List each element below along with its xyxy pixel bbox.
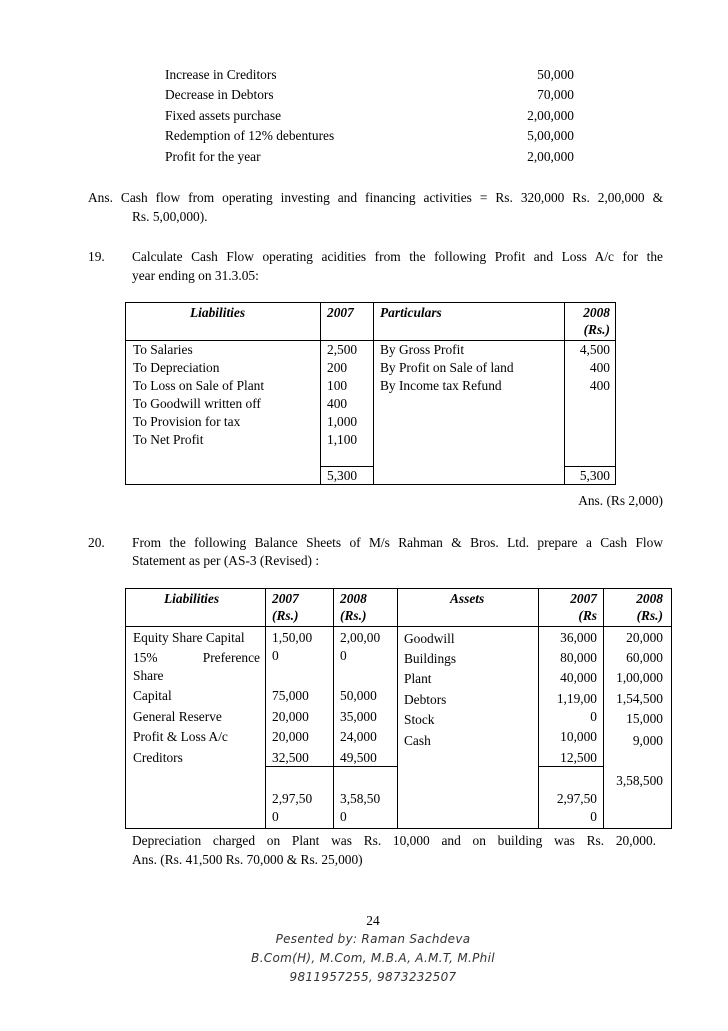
table-row-value: 4,500	[579, 342, 610, 357]
cell-value: 0	[340, 648, 347, 663]
header-2008-unit: (Rs.)	[583, 322, 610, 337]
header-2007-unit: (Rs.)	[272, 608, 299, 623]
cell-value: 10,000	[560, 729, 597, 744]
table-row-label: To Net Profit	[133, 432, 204, 447]
row-label-pref: Preference	[202, 650, 260, 665]
row-label-stock: Stock	[404, 712, 435, 727]
row-label-pl: Profit & Loss A/c	[133, 729, 228, 744]
row-label-buildings: Buildings	[404, 651, 457, 666]
question-number: 20.	[88, 535, 105, 550]
list-item-label: Fixed assets purchase	[165, 108, 282, 123]
footer-phone: 9811957255, 9873232507	[289, 970, 457, 984]
table-row-label: To Salaries	[133, 342, 193, 357]
cell-value: 15,000	[626, 711, 663, 726]
cell-value: 12,500	[560, 750, 597, 765]
table-row-value: 1,100	[327, 432, 358, 447]
cell-value: 9,000	[632, 733, 663, 748]
table-row-value: 400	[327, 396, 348, 411]
row-label-debtors: Debtors	[404, 692, 447, 707]
row-label-pref-pct: 15%	[133, 650, 158, 665]
table-row-label: By Income tax Refund	[380, 378, 502, 393]
list-item-label: Decrease in Debtors	[165, 87, 274, 102]
list-item-label: Redemption of 12% debentures	[165, 128, 335, 143]
cell-value: 1,00,000	[616, 670, 663, 685]
footer-qualifications: B.Com(H), M.Com, M.B.A, A.M.T, M.Phil	[251, 951, 495, 965]
header-particulars: Particulars	[380, 305, 442, 320]
cell-value: 60,000	[626, 650, 663, 665]
table-row-label: By Gross Profit	[380, 342, 465, 357]
list-item-label: Increase in Creditors	[165, 67, 277, 82]
row-label-cash: Cash	[404, 733, 431, 748]
list-item-value: 2,00,000	[527, 149, 574, 164]
cell-value: 24,000	[340, 729, 377, 744]
header-2008-unit: (Rs.)	[340, 608, 367, 623]
question-19-text-line1: Calculate Cash Flow operating acidities from the following Profit and Loss A/c for the	[132, 249, 663, 264]
page-number: 24	[366, 913, 380, 928]
row-label-plant: Plant	[404, 671, 432, 686]
table-row-label: To Provision for tax	[133, 414, 241, 429]
cell-value: 0	[590, 709, 597, 724]
header-assets-2007-unit: (Rs	[578, 608, 597, 623]
total-value: 2,97,50	[556, 791, 597, 806]
footer-presenter: Pesented by: Raman Sachdeva	[275, 932, 471, 946]
row-label-goodwill: Goodwill	[404, 631, 455, 646]
header-assets-2008: 2008	[636, 591, 663, 606]
row-label-capital: Capital	[133, 688, 172, 703]
cell-value: 36,000	[560, 630, 597, 645]
question-20-text-line1: From the following Balance Sheets of M/s Rahman & Bros. Ltd. prepare a Cash Flow	[132, 535, 663, 550]
cell-value: 1,54,500	[616, 691, 663, 706]
header-2008: 2008	[583, 305, 610, 320]
cell-value: 0	[272, 648, 279, 663]
list-item-label: Profit for the year	[165, 149, 261, 164]
answer-19: Ans. (Rs 2,000)	[578, 493, 663, 508]
answer-20: Ans. (Rs. 41,500 Rs. 70,000 & Rs. 25,000)	[132, 852, 363, 867]
total-left: 5,300	[327, 468, 358, 483]
header-liabilities: Liabilities	[164, 591, 220, 606]
header-liabilities: Liabilities	[190, 305, 246, 320]
cell-value: 40,000	[560, 670, 597, 685]
question-number: 19.	[88, 249, 105, 264]
table-row-label: To Depreciation	[133, 360, 220, 375]
cell-value: 2,00,00	[340, 630, 381, 645]
table-row-label: To Loss on Sale of Plant	[133, 378, 265, 393]
table-row-label: To Goodwill written off	[133, 396, 261, 411]
table-row-value: 400	[589, 378, 610, 393]
q20-note: Depreciation charged on Plant was Rs. 10,000 and on building was Rs. 20,000.	[132, 833, 656, 848]
table-row-value: 1,000	[327, 414, 358, 429]
cell-value: 20,000	[272, 729, 309, 744]
table-row-value: 2,500	[327, 342, 358, 357]
total-value: 0	[272, 809, 279, 824]
question-19-text-line2: year ending on 31.3.05:	[132, 268, 259, 283]
cell-value: 20,000	[626, 630, 663, 645]
row-label-reserve: General Reserve	[133, 709, 222, 724]
cell-value: 75,000	[272, 688, 309, 703]
header-2008: 2008	[340, 591, 367, 606]
cell-value: 1,19,00	[556, 691, 597, 706]
header-2007: 2007	[272, 591, 299, 606]
cell-value: 35,000	[340, 709, 377, 724]
answer-18-line2: Rs. 5,00,000).	[132, 209, 208, 224]
header-assets: Assets	[450, 591, 485, 606]
header-assets-2008-unit: (Rs.)	[636, 608, 663, 623]
list-item-value: 5,00,000	[527, 128, 574, 143]
header-assets-2007: 2007	[570, 591, 597, 606]
table-row-value: 100	[327, 378, 348, 393]
cell-value: 50,000	[340, 688, 377, 703]
list-item-value: 2,00,000	[527, 108, 574, 123]
total-value: 0	[590, 809, 597, 824]
total-value: 0	[340, 809, 347, 824]
table-row-label: By Profit on Sale of land	[380, 360, 514, 375]
total-right: 5,300	[579, 468, 610, 483]
total-value: 2,97,50	[272, 791, 313, 806]
table-row-value: 400	[589, 360, 610, 375]
table-row-value: 200	[327, 360, 348, 375]
list-item-value: 50,000	[537, 67, 574, 82]
answer-18-line1: Ans. Cash flow from operating investing and financing activities = Rs. 320,000 Rs. 2,00,000 &	[88, 190, 663, 205]
cell-value: 1,50,00	[272, 630, 313, 645]
total-value: 3,58,500	[616, 773, 663, 788]
cell-value: 20,000	[272, 709, 309, 724]
cell-value: 49,500	[340, 750, 377, 765]
cell-value: 32,500	[272, 750, 309, 765]
row-label-equity: Equity Share Capital	[133, 630, 245, 645]
total-value: 3,58,50	[340, 791, 381, 806]
list-item-value: 70,000	[537, 87, 574, 102]
cell-value: 80,000	[560, 650, 597, 665]
header-2007: 2007	[327, 305, 354, 320]
row-label-creditors: Creditors	[133, 750, 183, 765]
row-label-share: Share	[133, 668, 164, 683]
question-20-text-line2: Statement as per (AS-3 (Revised) :	[132, 553, 320, 568]
